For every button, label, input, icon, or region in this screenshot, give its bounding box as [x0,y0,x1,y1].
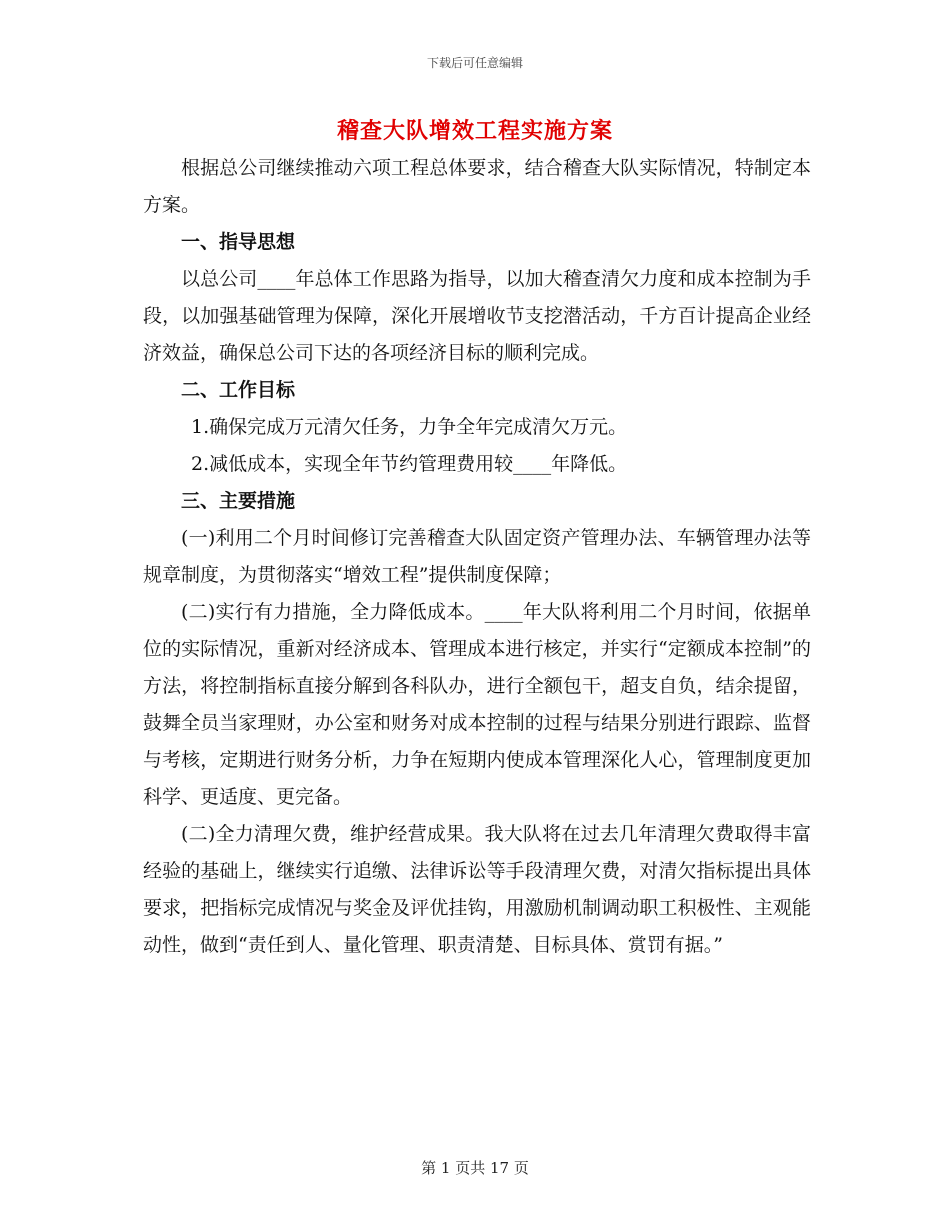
measure-paragraph-1: (一)利用二个月时间修订完善稽查大队固定资产管理办法、车辆管理办法等规章制度，为贯彻落实“增效工程”提供制度保障； [143,527,811,586]
section-heading-work-goals: 二、工作目标 [181,379,296,401]
document-body [143,150,811,964]
document-title: 稽查大队增效工程实施方案 [336,118,613,144]
header-note: 下载后可任意编辑 [426,56,523,70]
page-number: 第 1 页共 17 页 [421,1159,529,1177]
section-heading-guiding-ideology: 一、指导思想 [181,231,296,253]
section-heading-main-measures: 三、主要措施 [181,490,296,512]
measure-paragraph-3: (二)全力清理欠费，维护经营成果。我大队将在过去几年清理欠费取得丰富经验的基础上，继续实行追缴、法律诉讼等手段清理欠费，对清欠指标提出具体要求，把指标完成情况与奖金及评优挂钩，用激励机制调动职工积极性、主观能动性，做到“责任到人、量化管理、职责清楚、目标具体、赏罚有据。” [143,823,811,956]
measure-paragraph-2: (二)实行有力措施，全力降低成本。____年大队将利用二个月时间，依据单位的实际情况，重新对经济成本、管理成本进行核定，并实行“定额成本控制”的方法，将控制指标直接分解到各科队办，进行全额包干，超支自负，结余提留，鼓舞全员当家理财，办公室和财务对成本控制的过程与结果分别进行跟踪、监督与考核，定期进行财务分析，力争在短期内使成本管理深化人心，管理制度更加科学、更适度、更完备。 [143,601,811,808]
intro-paragraph: 根据总公司继续推动六项工程总体要求，结合稽查大队实际情况，特制定本方案。 [143,157,811,216]
goal-item-1: 1.确保完成万元清欠任务，力争全年完成清欠万元。 [191,416,628,438]
goal-item-2: 2.减低成本，实现全年节约管理费用较____年降低。 [191,453,628,475]
guiding-ideology-paragraph: 以总公司____年总体工作思路为指导，以加大稽查清欠力度和成本控制为手段，以加强基础管理为保障，深化开展增收节支挖潜活动，千方百计提高企业经济效益，确保总公司下达的各项经济目标的顺利完成。 [143,268,811,364]
